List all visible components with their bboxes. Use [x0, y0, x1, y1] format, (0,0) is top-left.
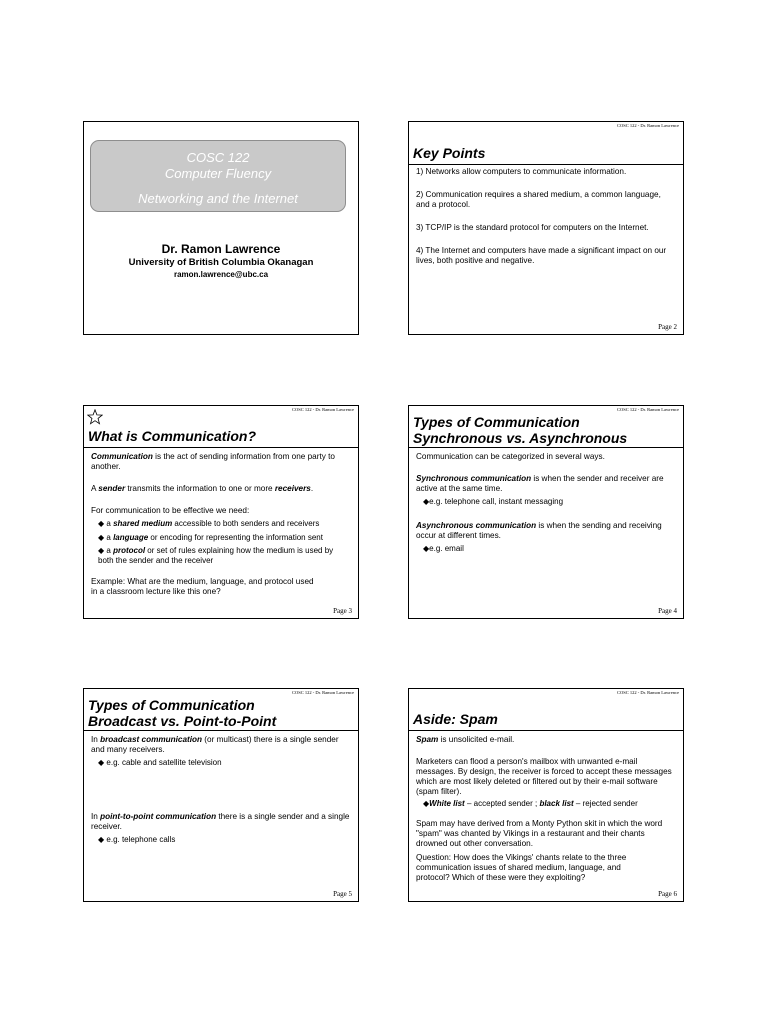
author-name: Dr. Ramon Lawrence [161, 242, 281, 256]
list-item: ◆ e.g. cable and satellite television [98, 758, 222, 767]
page-number: Page 2 [658, 323, 677, 331]
slide-title: Types of Communication Synchronous vs. Asynchronous [413, 414, 628, 446]
slide-title: Key Points [413, 145, 486, 161]
definition-point-to-point: In point-to-point communication there is a single sender and a single receiver. [91, 811, 350, 831]
key-point: 4) The Internet and computers have made a significant impact on our lives, both positive and negative. [416, 246, 667, 265]
title-rule [84, 447, 358, 448]
intro-text: Communication can be categorized in several ways. [416, 452, 605, 461]
requirements-intro: For communication to be effective we need: [91, 506, 250, 515]
spam-origin: Spam may have derived from a Monty Python skit in which the word "spam" was chanted by Vikings in a restaurant and their chants drowned out other conversation. [416, 818, 663, 848]
definition-asynchronous: Asynchronous communication is when the sending and receiving occur at different times. [416, 520, 662, 540]
key-point: 3) TCP/IP is the standard protocol for computers on the Internet. [416, 223, 649, 232]
title-box [90, 140, 346, 212]
slide-header: COSC 122 - Dr. Ramon Lawrence [617, 407, 679, 412]
slide-2 [408, 121, 684, 335]
author-email: ramon.lawrence@ubc.ca [173, 270, 269, 279]
slide-body [91, 735, 350, 848]
key-point: 1) Networks allow computers to communicate information. [416, 167, 627, 176]
title-rule [409, 164, 683, 165]
slide-body [416, 167, 675, 274]
lecture-title: Networking and the Internet [138, 191, 298, 206]
spam-explanation: Marketers can flood a person's mailbox with unwanted e-mail messages. By design, the receiver is forced to accept these messages which are most likely deleted or filtered out by their e-mail software (spam filter). [416, 757, 672, 796]
example-question: Example: What are the medium, language, and protocol used in a classroom lecture like this one? [91, 577, 314, 596]
slide-body [416, 735, 675, 891]
title-rule [84, 730, 358, 731]
page-number: Page 5 [333, 890, 352, 898]
slide-header: COSC 122 - Dr. Ramon Lawrence [292, 690, 354, 695]
slide-6 [408, 688, 684, 902]
definition-synchronous: Synchronous communication is when the sender and receiver are active at the same time. [416, 474, 664, 493]
slide-title: Types of Communication Broadcast vs. Point-to-Point [88, 697, 277, 729]
slide-header: COSC 122 - Dr. Ramon Lawrence [617, 123, 679, 128]
key-point: 2) Communication requires a shared medium, a common language, and a protocol. [416, 190, 661, 209]
discussion-question: Question: How does the Vikings' chants relate to the three communication issues of shared medium, language, and protocol? Which of these were they exploiting? [416, 852, 627, 882]
page-number: Page 4 [658, 607, 677, 615]
slide-body [91, 452, 350, 605]
page-number: Page 3 [333, 607, 352, 615]
list-item: ◆e.g. telephone call, instant messaging [423, 497, 564, 506]
course-code: COSC 122 [186, 150, 250, 165]
title-rule [409, 730, 683, 731]
list-item: ◆ a shared medium accessible to both senders and receivers [98, 519, 320, 528]
slide-4 [408, 405, 684, 619]
university-name: University of British Columbia Okanagan [128, 257, 314, 268]
author-block [84, 242, 358, 280]
slide-1 [83, 121, 359, 335]
slide-title: What is Communication? [88, 428, 256, 444]
definition-broadcast: In broadcast communication (or multicast) there is a single sender and many receivers. [91, 735, 339, 754]
list-item: ◆ e.g. telephone calls [98, 834, 176, 844]
definition-spam: Spam is unsolicited e-mail. [416, 735, 515, 744]
star-icon [87, 409, 103, 425]
slide-header: COSC 122 - Dr. Ramon Lawrence [292, 407, 354, 412]
page-number: Page 6 [658, 890, 677, 898]
slide-header: COSC 122 - Dr. Ramon Lawrence [617, 690, 679, 695]
slide-body [416, 452, 675, 557]
list-item: ◆e.g. email [423, 543, 464, 553]
definition-communication: Communication is the act of sending information from one party to another. [91, 452, 335, 471]
slide-5 [83, 688, 359, 902]
definition-sender: A sender transmits the information to one or more receivers. [91, 484, 314, 493]
course-name: Computer Fluency [164, 166, 272, 181]
list-item: ◆ a protocol or set of rules explaining how the medium is used by both the sender and the receiver [98, 546, 334, 565]
list-item: ◆White list – accepted sender ; black list – rejected sender [423, 799, 638, 808]
title-rule [409, 447, 683, 448]
slide-3 [83, 405, 359, 619]
list-item: ◆ a language or encoding for representing the information sent [98, 532, 323, 542]
slide-title: Aside: Spam [413, 711, 498, 727]
